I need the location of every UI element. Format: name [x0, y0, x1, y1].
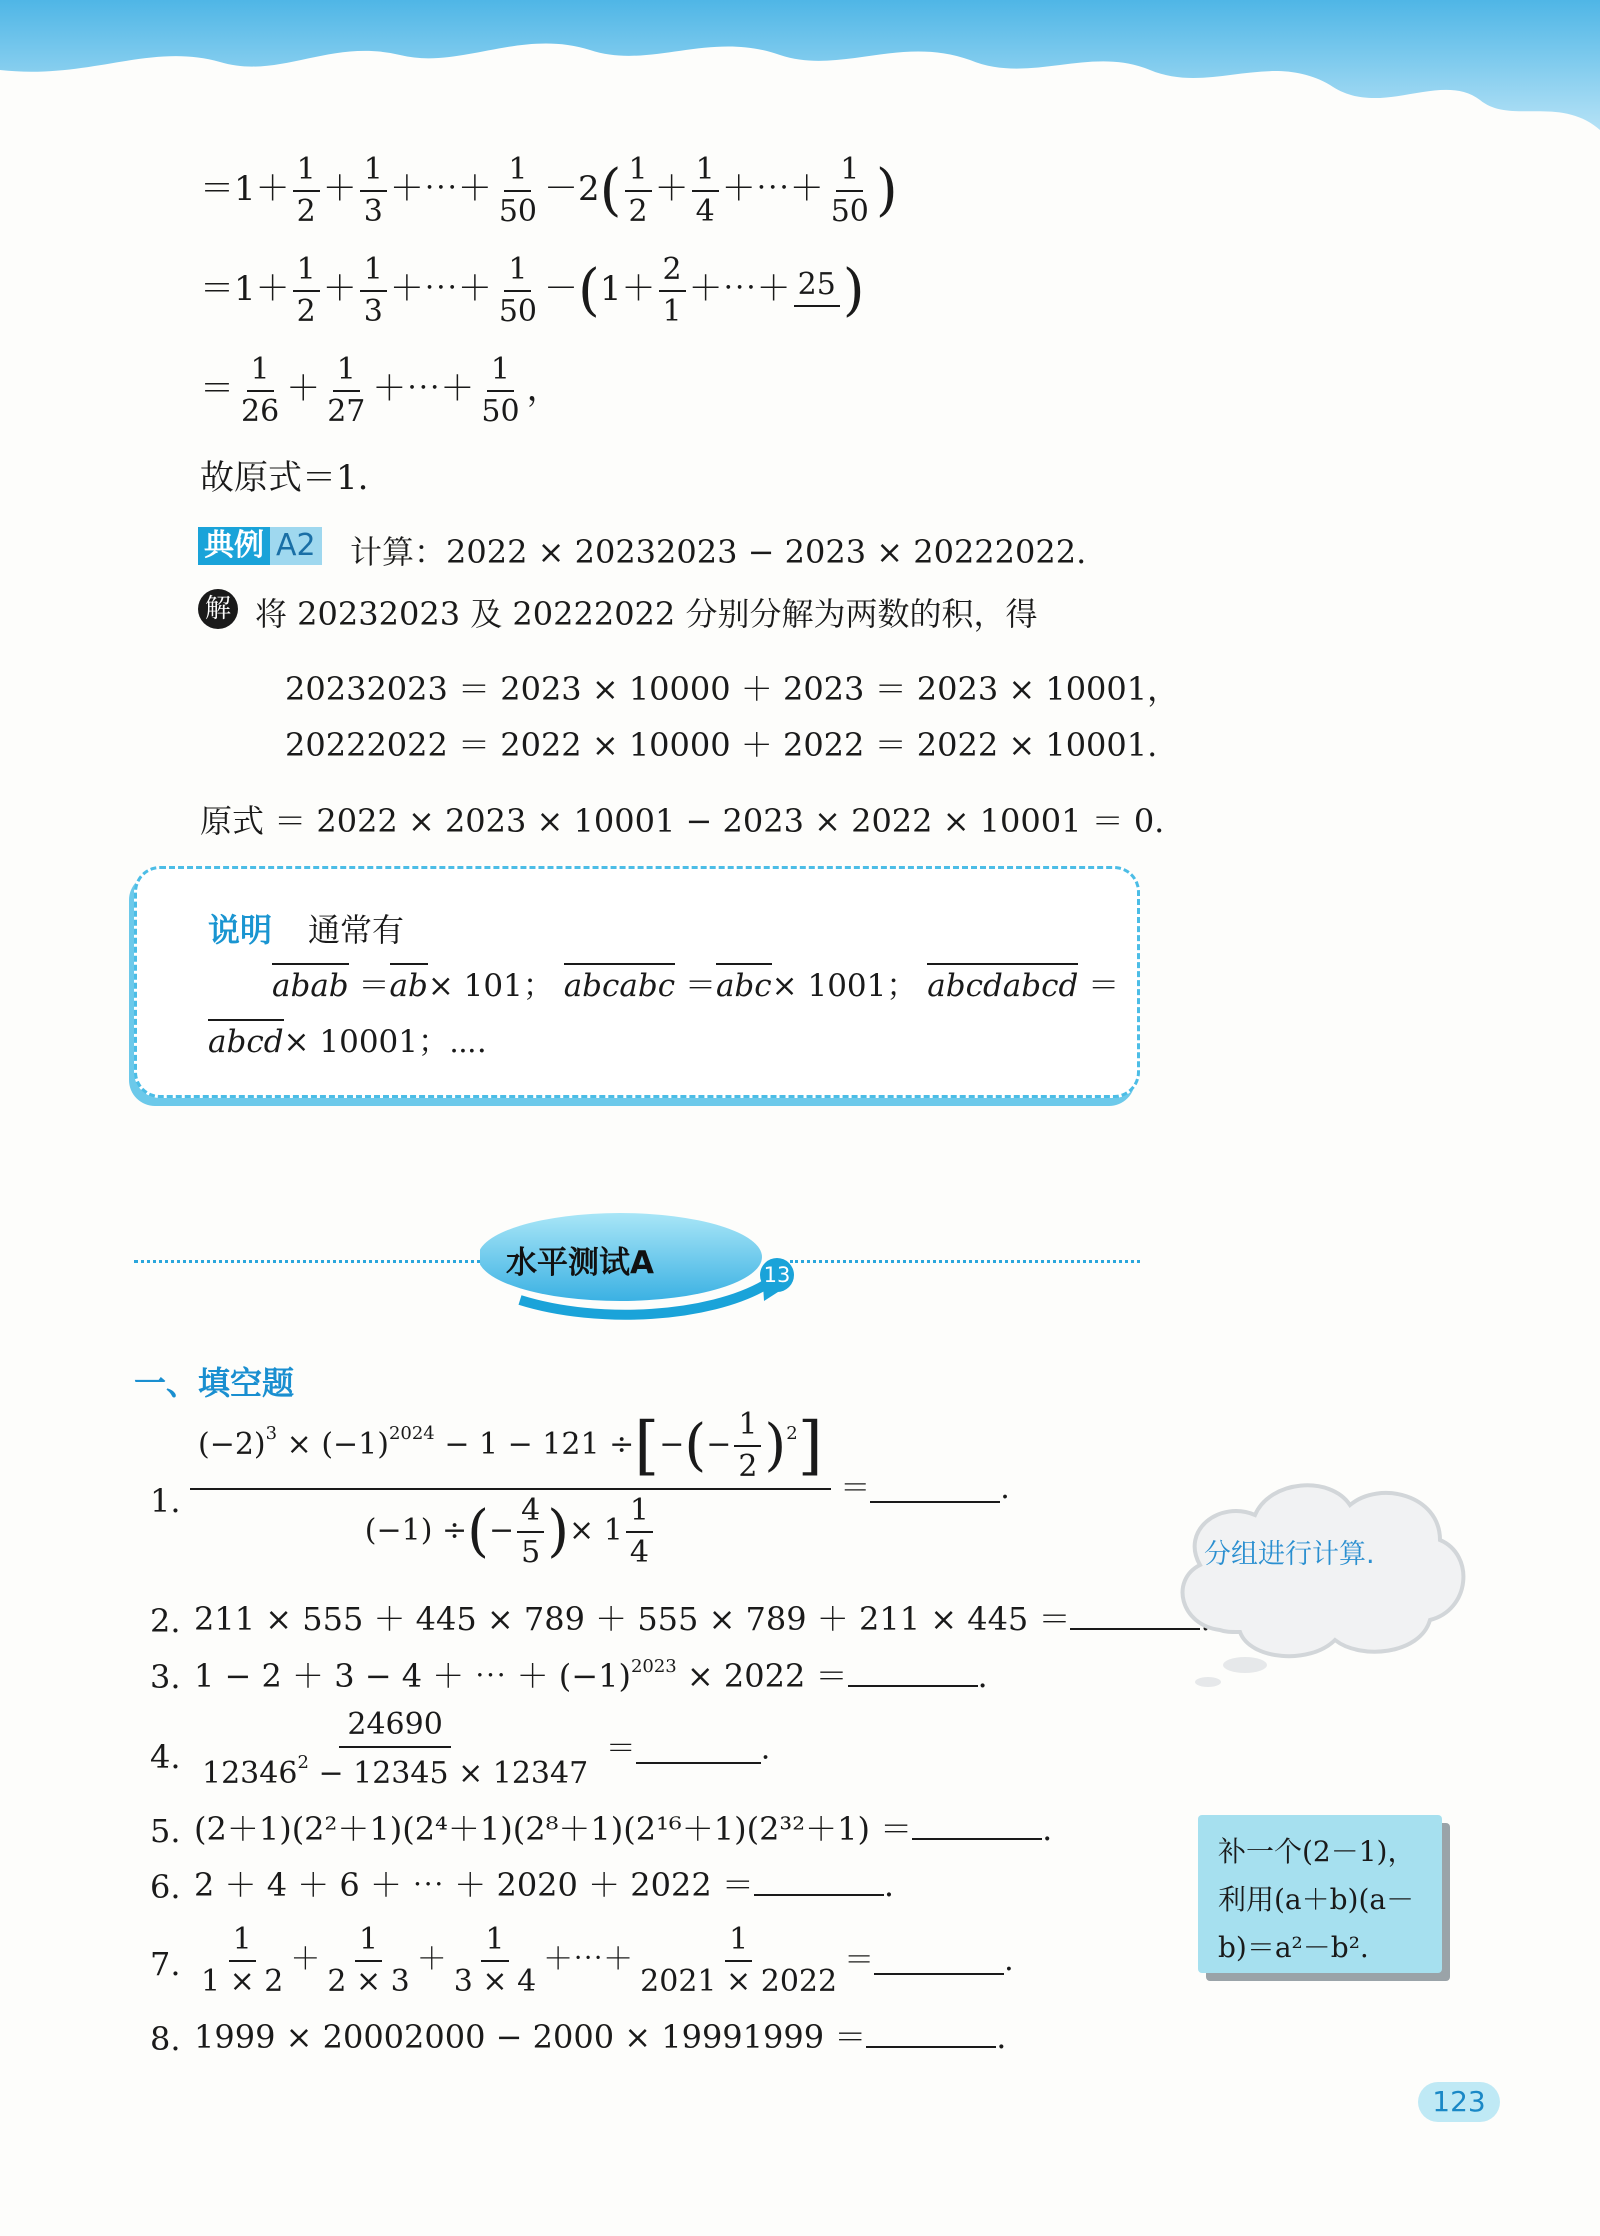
q5-number: 5.	[150, 1812, 181, 1850]
hint-cloud-text: 分组进行计算.	[1204, 1539, 1375, 1570]
q7-number: 7.	[150, 1945, 181, 1983]
hint-card-line-3: b)＝a²－b².	[1218, 1931, 1369, 1964]
q4-expression: $\frac{24690}{12346^2 - 12345 \times 12347}$ ＝ .	[202, 1707, 771, 1791]
hint-card-line-1: 补一个(2－1)，	[1218, 1835, 1416, 1868]
sky-header	[0, 0, 1600, 150]
banner-divider-left	[134, 1260, 494, 1263]
solution-intro: 将 20232023 及 20222022 分别分解为两数的积，得	[255, 595, 1038, 633]
section-fill-in-blank: 一、填空题	[134, 1364, 295, 1402]
answer-blank-7[interactable]	[874, 1947, 1004, 1975]
q8-expression: 1999 × 20002000 − 2000 × 19991999 ＝ .	[194, 2018, 1007, 2056]
derivation-line-3: ＝ $\frac{1}{26}$ ＋ $\frac{1}{27}$ ＋⋯＋ $\frac{1}{50}$ ，	[200, 352, 561, 429]
note-lead: 通常有	[308, 911, 405, 949]
solution-result: 原式 ＝ 2022 × 2023 × 10001 − 2023 × 2022 × 10001 ＝ 0.	[200, 802, 1165, 840]
answer-blank-5[interactable]	[912, 1812, 1042, 1840]
q6-number: 6.	[150, 1868, 181, 1906]
hint-card-line-2: 利用(a＋b)(a－	[1218, 1883, 1415, 1916]
example-tag: 典例 A2	[198, 527, 322, 565]
q7-expression: $\frac{1}{1 \times 2}$ ＋ $\frac{1}{2 \times 3}$ ＋ $\frac{1}{3 \times 4}$ ＋⋯＋ $\frac{1}{2021 \times 2022}$ ＝ .	[201, 1922, 1014, 1999]
answer-blank-4[interactable]	[636, 1736, 761, 1764]
example-problem: 计算：2022 × 20232023 − 2023 × 20222022.	[350, 533, 1087, 571]
note-line-1: abab ＝ab× 101； abcabc ＝abc× 1001； abcdabcd ＝	[272, 960, 1119, 1005]
banner-divider-right	[790, 1260, 1140, 1263]
q3-expression: 1 − 2 ＋ 3 − 4 ＋ ⋯ ＋ $(-1)^{2023} \times 2022$ ＝ .	[194, 1656, 988, 1695]
q5-expression: (2＋1)(2²＋1)(2⁴＋1)(2⁸＋1)(2¹⁶＋1)(2³²＋1) ＝ .	[194, 1810, 1053, 1848]
answer-blank-6[interactable]	[754, 1868, 884, 1896]
note-line-2: abcd× 10001；⋯.	[208, 1016, 487, 1061]
answer-blank-3[interactable]	[848, 1659, 978, 1687]
solution-eq-2: 20222022 ＝ 2022 × 10000 ＋ 2022 ＝ 2022 × 10001.	[285, 726, 1158, 764]
q4-number: 4.	[150, 1738, 181, 1776]
q6-expression: 2 ＋ 4 ＋ 6 ＋ ⋯ ＋ 2020 ＋ 2022 ＝ .	[194, 1866, 895, 1904]
answer-blank-8[interactable]	[866, 2020, 996, 2048]
derivation-conclusion: 故原式＝1.	[200, 458, 369, 498]
q1-expression: $(-2)^3 \times (-1)^{2024} - 1 - 121$ ÷[−(− $\frac{1}{2}$ )$^2$] (−1) ÷(− $\frac{4}{5}$ )× 1 $\frac{1}{4}$ ＝ .	[190, 1410, 1010, 1568]
q1-number: 1.	[150, 1482, 181, 1520]
test-title: 水平测试A	[506, 1245, 654, 1281]
answer-blank-1[interactable]	[870, 1475, 1000, 1503]
hint-cloud	[1160, 1460, 1480, 1690]
q2-expression: 211 × 555 ＋ 445 × 789 ＋ 555 × 789 ＋ 211 × 445 ＝	[194, 1602, 1211, 1635]
derivation-line-1: ＝1＋ $\frac{1}{2}$ ＋ $\frac{1}{3}$ ＋⋯＋ $\frac{1}{50}$ －2( $\frac{1}{2}$ ＋ $\frac{1}{4}$ ＋⋯＋ $\frac{1}{50}$ )	[200, 152, 898, 229]
q3-number: 3.	[150, 1658, 181, 1696]
note-title: 说明	[208, 911, 273, 949]
test-number: 13	[763, 1263, 791, 1287]
solution-eq-1: 20232023 ＝ 2023 × 10000 ＋ 2023 ＝ 2023 × 10001，	[285, 670, 1180, 708]
q8-number: 8.	[150, 2020, 181, 2058]
q2-number: 2.	[150, 1602, 181, 1640]
derivation-line-2: ＝1＋ $\frac{1}{2}$ ＋ $\frac{1}{3}$ ＋⋯＋ $\frac{1}{50}$ －(1＋ $\frac{2}{1}$ ＋⋯＋ 25 )	[200, 252, 865, 329]
solution-badge: 解	[198, 589, 238, 629]
page-number: 123	[1418, 2082, 1500, 2122]
